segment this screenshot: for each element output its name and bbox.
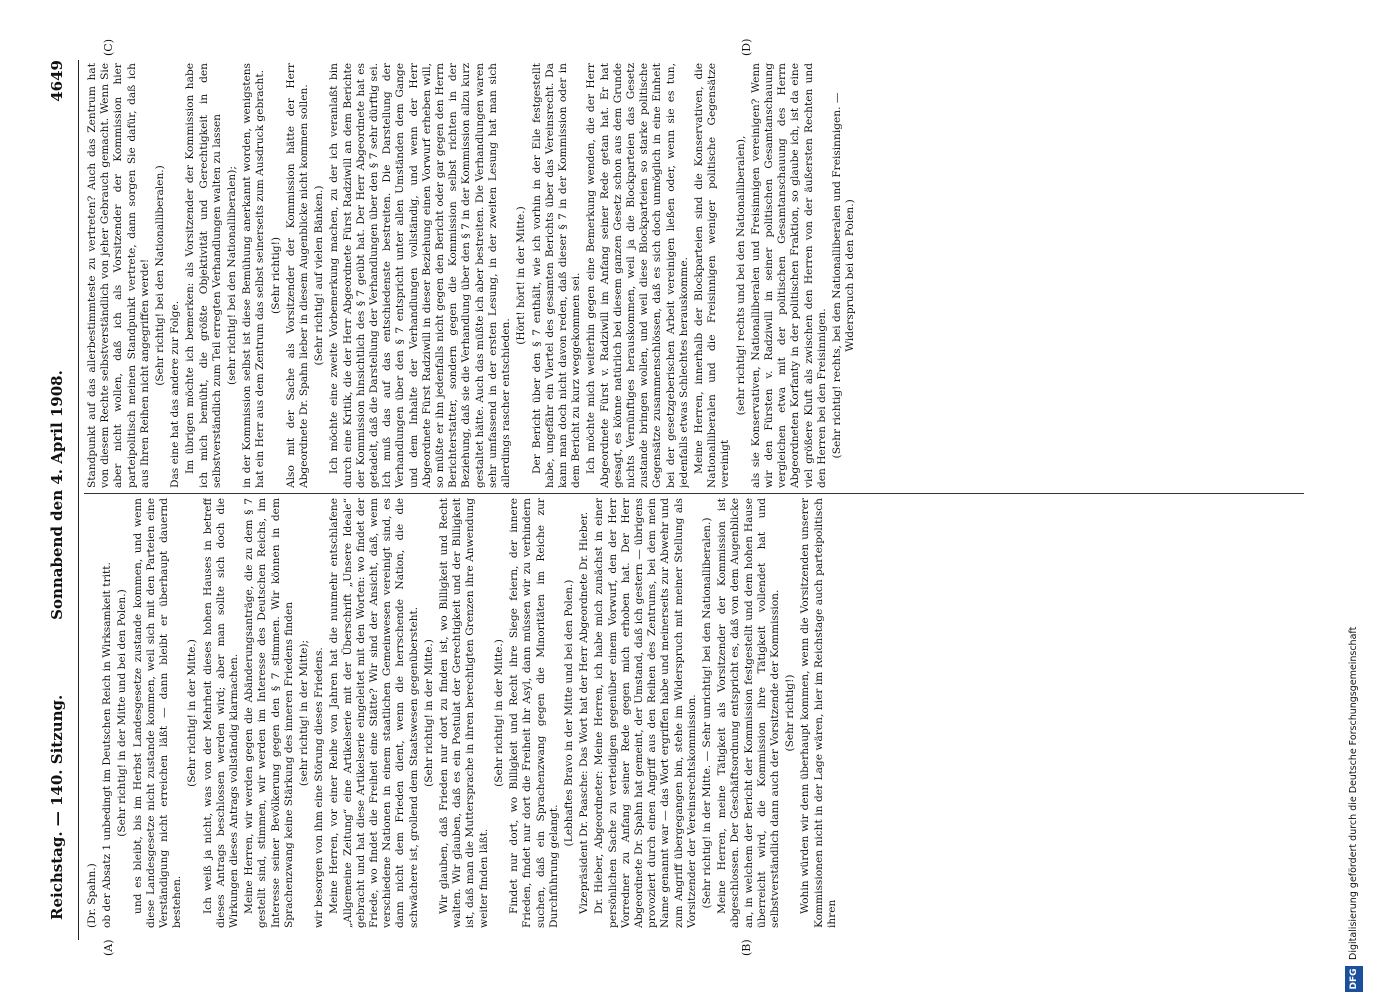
interjection: (Sehr richtig! bei den Nationalliberalen.) xyxy=(154,165,167,386)
interjection: (Sehr richtig! auf vielen Bänken.) xyxy=(313,185,326,366)
header-rule xyxy=(78,60,79,940)
paragraph: und es bleibt, bis im Herbst Landesgesetze zustande kommen, und wenn diese Landesgesetze nicht zustande kommen, weil sich mit den Parteien eine Verständigung nicht erreichen läßt — dann bleibt er überhaupt dauernd bestehen. xyxy=(131,498,184,928)
dfg-logo: DFG xyxy=(1345,966,1363,992)
interjection: (sehr richtig! rechts und bei den Nationalliberalen), xyxy=(734,135,747,416)
text-column-right xyxy=(86,63,1301,488)
interjection: (Sehr richtig! in der Mitte.) xyxy=(492,639,505,787)
interjection: (Sehr richtig! in der Mitte.) xyxy=(422,639,435,787)
paragraph: als sie Konservativen, Nationalliberalen und Freisinnigen vereinigen? Wenn wir den Fürsten v. Radziwill in seiner politischen Gesamtanschauung vergleichen etwa mit der politischen Gesamtanschauung des Herrn Abgeordneten Korfanty in der politischen Fraktion, so glaube ich, ist da eine viel größere Kluft als zwischen den Herren von der äußersten Rechten und den Herren bei den Freisinnigen. xyxy=(749,63,828,488)
interjection: (Sehr richtig! in der Mitte. — Sehr unrichtig! bei den Nationalliberalen.) xyxy=(700,517,713,909)
paragraph: wir besorgen von ihm eine Störung dieses Friedens. xyxy=(313,647,326,928)
credit-text: Digitalisierung gefördert durch die Deutsche Forschungsgemeinschaft xyxy=(1348,626,1359,960)
paragraph: in der Kommission selbst ist diese Bemühung anerkannt worden, wenigstens hat ein Herr aus dem Zentrum das selbst seinerseits zum Ausdruck gebracht. xyxy=(241,63,267,488)
column-divider xyxy=(84,493,1304,494)
margin-mark-b: (B) xyxy=(740,939,753,956)
interjection: (Lebhaftes Bravo in der Mitte und bei den Polen.) xyxy=(562,579,575,847)
text-column-left xyxy=(86,498,1301,928)
paragraph: Das eine hat das andere zur Folge. xyxy=(169,300,182,488)
interjection: (Sehr richtig! in der Mitte und bei den Polen.) xyxy=(116,589,129,837)
header-left: Reichstag. — 140. Sitzung. xyxy=(48,694,66,920)
paragraph: Meine Herren, vor einer Reihe von Jahren hat die nunmehr entschlafene „Allgemeine Zeitung“ eine Artikelserie mit der Überschrift „Unsere Ideale“ gebracht und hat diese Artikelserie eingeleitet mit den Worten: wo findet der Friede, wo findet die Freiheit eine Stätte? Wir sind der Ansicht, daß, wenn verschiedene Nationen in einem staatlichen Gemeinwesen vereinigt sind, es dann nicht dem Frieden dient, wenn die herrschende Nation, die die schwächere ist, grollend dem Staatswesen gegenübersteht. xyxy=(328,498,420,928)
interjection: (Sehr richtig! in der Mitte.) xyxy=(186,639,199,787)
paragraph: Vizepräsident Dr. Paasche: Das Wort hat der Herr Abgeordnete Dr. Hieber. xyxy=(578,511,591,914)
paragraph: Meine Herren, meine Tätigkeit als Vorsitzender der Kommission ist abgeschlossen. Der Geschäftsordnung entspricht es, daß von dem Augenblicke an, in welchem der Bericht der Kommission festgestellt und dem hohen Hause überreicht wird, die Kommission ihre Tätigkeit vollendet hat und selbstverständlich dann auch der Vorsitzende der Kommission. xyxy=(716,498,781,928)
paragraph: Ich möchte eine zweite Vorbemerkung machen, zu der ich veranlaßt bin durch eine Kritik, die der Herr Abgeordnete Fürst Radziwill an dem Berichte der Kommission hinsichtlich des § 7 geübt hat. Der Herr Abgeordnete hat es getadelt, daß die Darstellung der Verhandlungen über den § 7 sehr dürftig sei. Ich muß das auf das entschiedenste bestreiten. Die Darstellung der Verhandlungen über den § 7 entspricht unter allen Umständen dem Gange und dem Inhalte der Verhandlungen vollständig, und wenn der Herr Abgeordnete Fürst Radziwill in dieser Beziehung einen Vorwurf erheben will, so müßte er ihn jedenfalls nicht gegen den Bericht oder gar gegen den Herrn Berichterstatter, sondern gegen die Kommission selbst richten in der Beziehung, daß sie die Verhandlung über den § 7 in der Kommission allzu kurz gestaltet hätte. Auch das müßte ich aber bestreiten. Die Verhandlungen waren sehr umfassend in der ersten Lesung, in der zweiten Lesung hat man sich allerdings rascher entschieden. xyxy=(328,63,513,488)
margin-mark-d: (D) xyxy=(740,38,753,56)
paragraph: ob der Absatz 1 unbedingt im Deutschen Reich in Wirksamkeit tritt. xyxy=(101,562,114,928)
interjection: (sehr richtig! bei den Nationalliberalen); xyxy=(226,166,239,385)
paragraph: Also mit der Sache als Vorsitzender der Kommission hätte der Herr Abgeordnete Dr. Spahn lieber in diesem Augenblicke nicht kommen sollen. xyxy=(284,63,311,488)
interjection: (Sehr richtig!) xyxy=(784,674,797,752)
interjection: (sehr richtig! in der Mitte); xyxy=(298,639,311,787)
paragraph: Im übrigen möchte ich bemerken: als Vorsitzender der Kommission habe ich mich bemüht, die größte Objektivität und Gerechtigkeit in den selbstverständlich zum Teil erregten Verhandlungen walten zu lassen xyxy=(184,63,223,488)
margin-mark-c: (C) xyxy=(102,39,115,56)
paragraph: Wohin würden wir denn überhaupt kommen, wenn die Vorsitzenden unserer Kommissionen nicht in der Lage wären, hier im Reichstage auch parteipolitisch ihren xyxy=(799,498,838,928)
paragraph: Meine Herren, wir werden gegen die Abänderungsanträge, die zu dem § 7 gestellt sind, stimmen, wir werden im Interesse des Deutschen Reichs, im Interesse seiner Bevölkerung gegen den § 7 stimmen. Wir können in dem Sprachenzwang keine Stärkung des inneren Friedens finden xyxy=(243,498,295,928)
interjection: (Sehr richtig!) xyxy=(269,237,282,314)
paragraph: Ich weiß ja nicht, was von der Mehrheit dieses hohen Hauses in betreff dieses Antrags beschlossen werden wird; aber man sollte sich doch die Wirkungen dieses Antrags vollständig klarmachen. xyxy=(201,498,241,928)
paragraph: Wir glauben, daß Frieden nur dort zu finden ist, wo Billigkeit und Recht walten. Wir glauben, daß es ein Postulat der Gerechtigkeit und der Billigkeit ist, daß man die Muttersprache in ihren berechtigten Grenzen ihre Anwendung weiter finden läßt. xyxy=(438,498,490,928)
page-number: 4649 xyxy=(48,60,66,102)
paragraph: Standpunkt auf das allerbestimmteste zu vertreten? Auch das Zentrum hat von diesem Rechte selbstverständlich von jeher Gebrauch gemacht. Wenn Sie aber nicht wollen, daß ich als Vorsitzender der Kommission hier parteipolitisch meinen Standpunkt vertrete, dann sorgen Sie dafür, daß ich aus Ihren Reihen nicht angegriffen werde! xyxy=(86,63,151,488)
interjection: (Sehr richtig! rechts, bei den Nationalliberalen und Freisinnigen. — Widerspruch bei den Polen.) xyxy=(830,92,857,459)
paragraph: (Dr. Spahn.) xyxy=(86,863,98,928)
interjection: (Hört! hört! in der Mitte.) xyxy=(515,206,528,345)
paragraph: Dr. Hieber, Abgeordneter: Meine Herren, ich habe mich zunächst in einer persönlichen Sache zu verteidigen gegenüber einem Vorwurf, den der Herr Vorredner zu Anfang seiner Rede gegen mich erhoben hat. Der Herr Abgeordnete Dr. Spahn hat gemeint, der Umstand, daß ich gestern — übrigens provoziert durch einen Angriff aus den Reihen des Zentrums, bei dem mein Name genannt war — das Wort ergriffen habe und meinerseits zur Abwehr und zum Angriff übergegangen bin, stehe im Widerspruch mit meiner Stellung als Vorsitzender der Vereinsrechtskommission. xyxy=(593,498,698,928)
paragraph: Ich möchte mich weiterhin gegen eine Bemerkung wenden, die der Herr Abgeordnete Fürst v. Radziwill im Anfang seiner Rede getan hat. Er hat gesagt, es könne natürlich bei diesem ganzen Gesetz schon aus dem Grunde nichts Vernünftiges herauskommen, weil ja die Blockparteien das Gesetz zustande bringen wollen, und weil diese Blockparteien so starke politische Gegensätze zusammenschlössen, daß es sich doch unmöglich in eine Einheit bei der gesetzgeberischen Arbeit vereinigen ließen oder, wenn sie es tun, jedenfalls etwas Schlechtes herauskomme. xyxy=(585,63,690,488)
header-date: Sonnabend den 4. April 1908. xyxy=(48,370,66,620)
margin-mark-a: (A) xyxy=(102,939,115,956)
paragraph: Findet nur dort, wo Billigkeit und Recht ihre Siege feiern, der innere Frieden, findet nur dort die Freiheit ihr Asyl, dann müssen wir zu verhindern suchen, daß ein Sprachenzwang gegen die Minoritäten im Reiche zur Durchführung gelangt. xyxy=(508,498,560,928)
paragraph: Der Bericht über den § 7 enthält, wie ich vorhin in der Eile festgestellt habe, ungefähr ein Viertel des gesamten Berichts über das Vereinsrecht. Da kann man doch nicht davon reden, daß dieser § 7 in der Kommission oder in dem Bericht zu kurz weggekommen sei. xyxy=(530,63,583,488)
paragraph: Meine Herren, innerhalb der Blockparteien sind die Konservativen, die Nationalliberalen und die Freisinnigen weniger politische Gegensätze vereinigt xyxy=(692,63,732,488)
